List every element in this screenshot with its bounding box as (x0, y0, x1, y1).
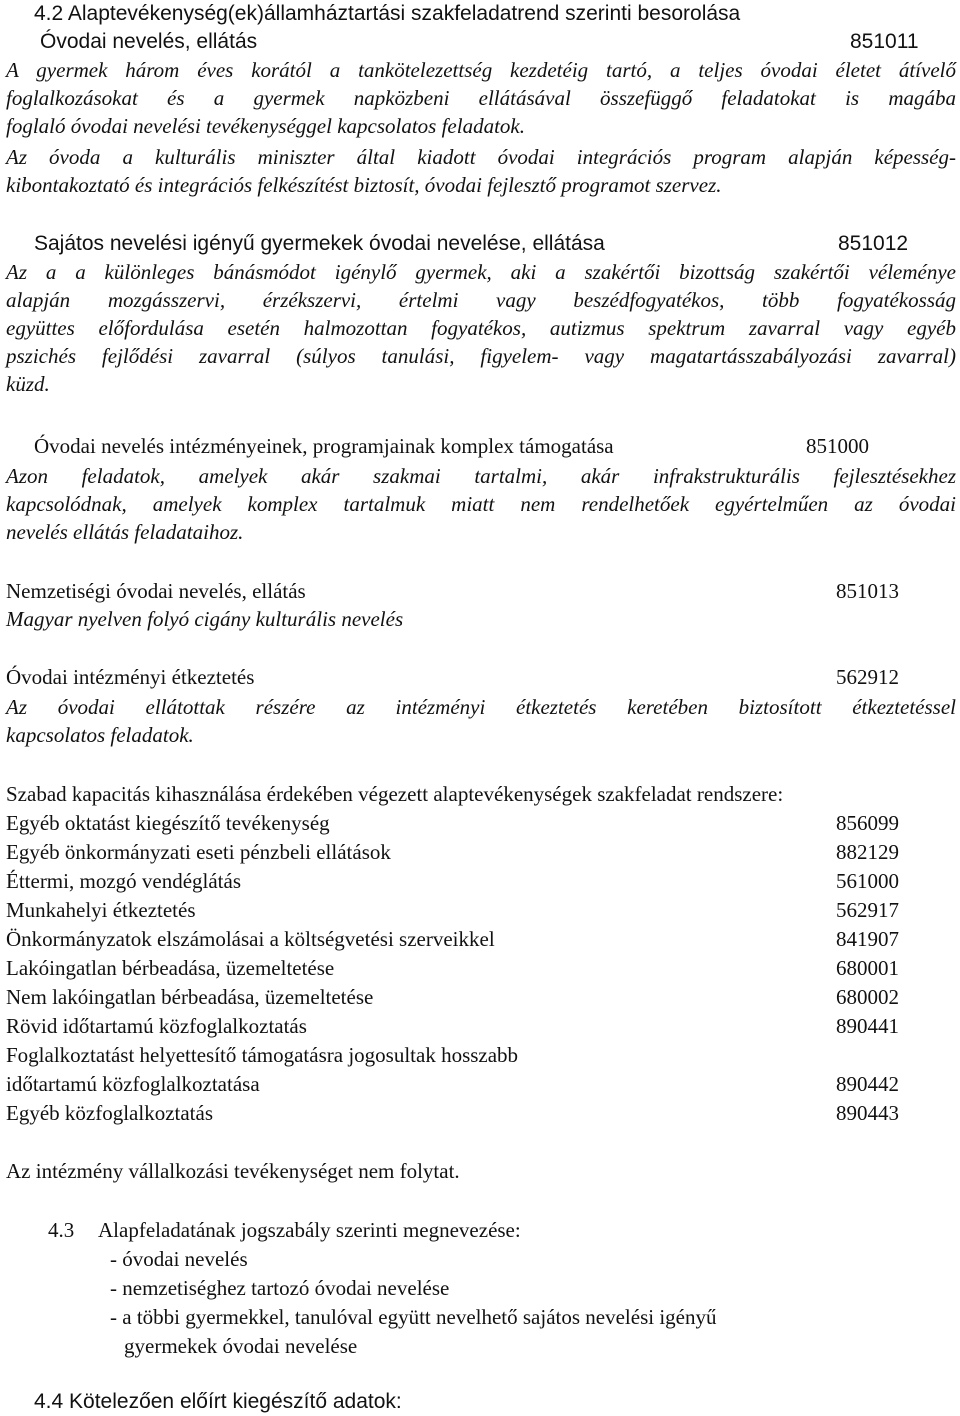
section-4-4-heading: 4.4 Kötelezően előírt kiegészítő adatok: (34, 1390, 402, 1413)
s43-list-item: - nemzetiséghez tartozó óvodai nevelése (110, 1276, 450, 1300)
s5-description (6, 693, 956, 749)
fc-item-label: Éttermi, mozgó vendéglátás (6, 869, 242, 893)
section-4-2-heading: 4.2 Alaptevékenység(ek)államháztartási szakfeladatrend szerinti besorolása (34, 2, 741, 25)
fc-item-label: Munkahelyi étkeztetés (6, 898, 196, 922)
s4-title: Nemzetiségi óvodai nevelés, ellátás (6, 579, 306, 603)
s1-integration-note (6, 143, 956, 199)
fc-item-code: 890443 (836, 1101, 899, 1125)
s1-note-line: Az óvoda a kulturális miniszter által kiadott óvodai integrációs program alapján képesség- (6, 145, 956, 169)
s5-desc-line: Az óvodai ellátottak részére az intézményi étkeztetés keretében biztosított étkeztetéssel (6, 695, 956, 719)
fc-item-code: 561000 (836, 869, 899, 893)
s2-desc-line: küzd. (6, 372, 50, 396)
fc-item-label: Rövid időtartamú közfoglalkoztatás (6, 1014, 307, 1038)
fc-item-code: 841907 (836, 927, 899, 951)
s3-desc-line: kapcsolódnak, amelyek komplex tartalmuk miatt nem rendelhetőek egyértelműen az óvodai (6, 492, 956, 516)
free-capacity-intro: Szabad kapacitás kihasználása érdekében végezett alaptevékenységek szakfeladat rendszere: (6, 782, 784, 806)
s1-note-line: kibontakoztató és integrációs felkészítést biztosít, óvodai fejlesztő programot szervez. (6, 173, 722, 197)
s1-desc-line: A gyermek három éves korától a tankötelezettség kezdetéig tartó, a teljes óvodai életet átívelő (6, 58, 956, 82)
fc-item-label: Nem lakóingatlan bérbeadása, üzemeltetése (6, 985, 374, 1009)
s2-desc-line: együttes előfordulása esetén halmozottan fogyatékos, autizmus spektrum zavarral vagy egyéb (6, 316, 956, 340)
s5-title: Óvodai intézményi étkeztetés (6, 665, 255, 689)
fc-item-code: 562917 (836, 898, 899, 922)
fc-item-label: Egyéb önkormányzati eseti pénzbeli ellátások (6, 840, 391, 864)
s4-code: 851013 (836, 579, 899, 603)
s1-code: 851011 (850, 30, 919, 53)
s3-code: 851000 (806, 434, 869, 458)
fc-item-label: Foglalkoztatást helyettesítő támogatásra jogosultak hosszabb (6, 1043, 519, 1067)
s1-description (6, 56, 956, 140)
fc-item-label: Egyéb oktatást kiegészítő tevékenység (6, 811, 330, 835)
fc-item-label: Önkormányzatok elszámolásai a költségvetési szerveikkel (6, 927, 495, 951)
s2-desc-line: pszichés fejlődési zavarral (súlyos tanulási, figyelem- vagy magatartásszabályozási zavarral) (6, 344, 956, 368)
s3-desc-line: nevelés ellátás feladataihoz. (6, 520, 244, 544)
s2-code: 851012 (838, 232, 909, 255)
s4-description: Magyar nyelven folyó cigány kulturális nevelés (6, 607, 404, 631)
fc-item-label: Egyéb közfoglalkoztatás (6, 1101, 214, 1125)
fc-item-code: 890442 (836, 1072, 899, 1096)
s3-title: Óvodai nevelés intézményeinek, programjainak komplex támogatása (34, 434, 614, 458)
fc-item-code: 680001 (836, 956, 899, 980)
fc-item-label: időtartamú közfoglalkoztatása (6, 1072, 260, 1096)
s43-list-item: - óvodai nevelés (110, 1247, 248, 1271)
s5-desc-line: kapcsolatos feladatok. (6, 723, 194, 747)
s1-desc-line: foglaló óvodai nevelési tevékenységgel kapcsolatos feladatok. (6, 114, 525, 138)
s2-desc-line: Az a a különleges bánásmódot igénylő gyermek, aki a szakértői bizottság szakértői véleménye (6, 260, 956, 284)
fc-item-code: 882129 (836, 840, 899, 864)
s1-title: Óvodai nevelés, ellátás (40, 30, 258, 53)
s2-desc-line: alapján mozgásszervi, érzékszervi, értelmi vagy beszédfogyatékos, több fogyatékosság (6, 288, 956, 312)
no-business-statement: Az intézmény vállalkozási tevékenységet nem folytat. (6, 1159, 460, 1183)
s5-code: 562912 (836, 665, 899, 689)
s3-description (6, 462, 956, 546)
section-4-3-heading: Alapfeladatának jogszabály szerinti megnevezése: (98, 1218, 521, 1242)
s43-list-item: - a többi gyermekkel, tanulóval együtt nevelhető sajátos nevelési igényű (110, 1305, 717, 1329)
section-4-3-number: 4.3 (48, 1218, 75, 1242)
s2-description (6, 258, 956, 398)
s2-title: Sajátos nevelési igényű gyermekek óvodai nevelése, ellátása (34, 232, 605, 255)
fc-item-label: Lakóingatlan bérbeadása, üzemeltetése (6, 956, 335, 980)
fc-item-code: 856099 (836, 811, 899, 835)
fc-item-code: 680002 (836, 985, 899, 1009)
s43-list-item-cont: gyermekek óvodai nevelése (124, 1334, 358, 1358)
s1-desc-line: foglalkozásokat és a gyermek napközbeni ellátásával összefüggő feladatokat is magába (6, 86, 956, 110)
fc-item-code: 890441 (836, 1014, 899, 1038)
s3-desc-line: Azon feladatok, amelyek akár szakmai tartalmi, akár infrakstrukturális fejlesztésekhez (6, 464, 956, 488)
